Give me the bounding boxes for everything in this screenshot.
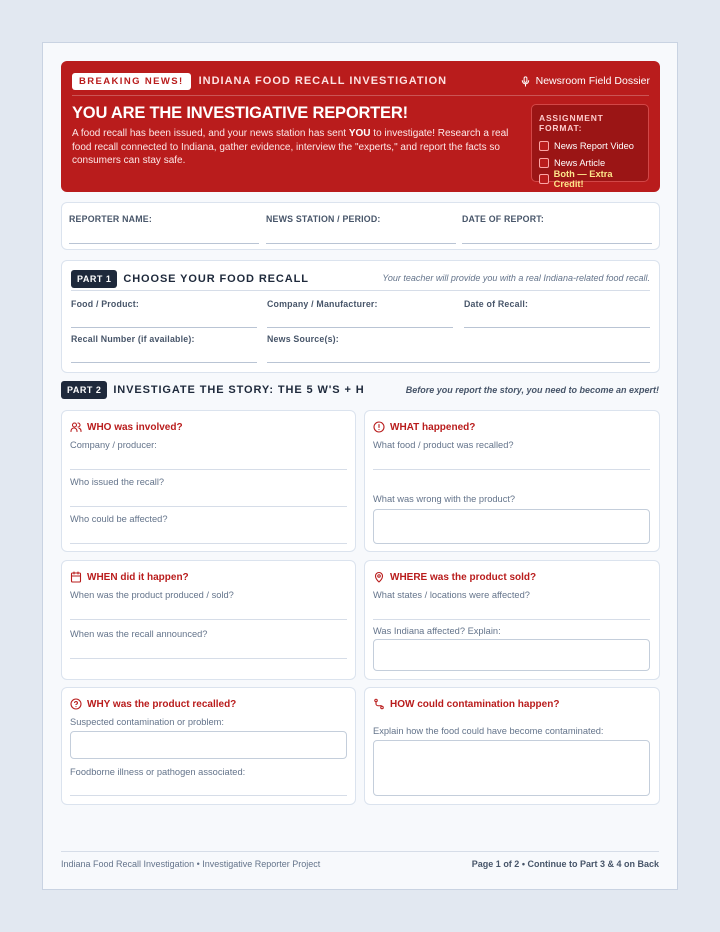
recall-number-label: Recall Number (if available):	[71, 334, 195, 344]
food-product-label: Food / Product:	[71, 299, 139, 309]
why-q1-answer-box[interactable]	[70, 731, 347, 759]
footer-page-indicator: Page 1 of 2 • Continue to Part 3 & 4 on Back	[471, 859, 659, 869]
why-q2-line[interactable]	[70, 795, 347, 796]
news-sources-line[interactable]	[267, 362, 650, 363]
what-q2-answer-box[interactable]	[373, 509, 650, 544]
checkbox[interactable]	[539, 174, 549, 184]
checkbox[interactable]	[539, 158, 549, 168]
how-title	[373, 698, 559, 710]
news-station-line[interactable]	[266, 243, 456, 244]
checkbox[interactable]	[539, 141, 549, 151]
when-q1-line[interactable]	[70, 619, 347, 620]
part1-note: Your teacher will provide you with a real Indiana-related food recall.	[382, 273, 650, 283]
hero-divider	[72, 95, 649, 96]
why-title	[70, 698, 236, 710]
hero-intro	[72, 127, 512, 168]
how-q1-answer-box[interactable]	[373, 740, 650, 796]
where-title-text: WHERE was the product sold?	[390, 571, 537, 583]
recall-date-line[interactable]	[464, 327, 650, 328]
part2-tag: PART 2	[61, 381, 107, 399]
users-icon	[70, 421, 82, 433]
food-product-line[interactable]	[71, 327, 257, 328]
format-option-video[interactable]	[539, 138, 641, 155]
part1-divider	[71, 290, 650, 291]
what-q2-label: What was wrong with the product?	[373, 494, 516, 504]
who-q2-line[interactable]	[70, 506, 347, 507]
format-option-label: News Report Video	[554, 141, 634, 152]
route-icon	[373, 698, 385, 710]
company-label: Company / Manufacturer:	[267, 299, 378, 309]
worksheet-page	[42, 42, 678, 890]
format-option-both[interactable]	[539, 171, 641, 188]
where-title	[373, 571, 536, 583]
calendar-icon	[70, 571, 82, 583]
who-q2-label: Who issued the recall?	[70, 477, 165, 487]
reporter-name-line[interactable]	[69, 243, 259, 244]
news-station-label: NEWS STATION / PERIOD:	[266, 214, 381, 224]
page-title: YOU ARE THE INVESTIGATIVE REPORTER!	[72, 104, 408, 122]
who-q3-label: Who could be affected?	[70, 514, 168, 524]
part1-card	[61, 260, 660, 373]
intro-text-before: A food recall has been issued, and your news station has sent	[72, 128, 349, 139]
intro-text-after: to investigate! Research a real food recall connected to Indiana, gather evidence, interview the "experts," and report the facts so consumers can stay safe.	[72, 128, 509, 166]
footer-project-title: Indiana Food Recall Investigation • Investigative Reporter Project	[61, 859, 321, 869]
recall-date-label: Date of Recall:	[464, 299, 529, 309]
why-card	[61, 687, 356, 805]
where-q1-line[interactable]	[373, 619, 650, 620]
assignment-format-box	[531, 104, 649, 190]
who-card	[61, 410, 356, 552]
part2-note: Before you report the story, you need to become an expert!	[405, 385, 659, 395]
part1-tag: PART 1	[71, 270, 117, 288]
hero-top-bar	[72, 71, 650, 91]
report-date-line[interactable]	[462, 243, 652, 244]
how-title-text: HOW could contamination happen?	[390, 698, 560, 710]
alert-circle-icon	[373, 421, 385, 433]
why-q2-label: Foodborne illness or pathogen associated:	[70, 767, 246, 777]
part2-title: INVESTIGATE THE STORY: THE 5 W'S + H	[113, 384, 365, 396]
who-q1-line[interactable]	[70, 469, 347, 470]
when-q2-line[interactable]	[70, 658, 347, 659]
dossier-text: Newsroom Field Dossier	[535, 75, 650, 87]
when-title	[70, 571, 189, 583]
dossier-label	[520, 75, 650, 87]
who-q3-line[interactable]	[70, 543, 347, 544]
hero-banner	[61, 61, 660, 192]
where-q1-label: What states / locations were affected?	[373, 590, 530, 600]
when-q1-label: When was the product produced / sold?	[70, 590, 234, 600]
breaking-news-badge: BREAKING NEWS!	[72, 73, 191, 90]
reporter-name-label: REPORTER NAME:	[69, 214, 152, 224]
assignment-format-title: ASSIGNMENT FORMAT:	[539, 113, 604, 133]
format-option-label: Both — Extra Credit!	[553, 169, 613, 190]
how-card	[364, 687, 660, 805]
part2-heading	[61, 381, 365, 399]
part1-title: CHOOSE YOUR FOOD RECALL	[123, 273, 309, 285]
where-q2-label: Was Indiana affected? Explain:	[373, 626, 501, 636]
map-pin-icon	[373, 571, 385, 583]
recall-number-line[interactable]	[71, 362, 257, 363]
when-q2-label: When was the recall announced?	[70, 629, 208, 639]
what-title	[373, 421, 475, 433]
footer-divider	[61, 851, 659, 852]
when-title-text: WHEN did it happen?	[87, 571, 189, 583]
where-q2-answer-box[interactable]	[373, 639, 650, 671]
intro-text-bold: YOU	[348, 128, 371, 139]
hero-kicker: INDIANA FOOD RECALL INVESTIGATION	[198, 75, 448, 87]
reporter-info-card	[61, 202, 660, 250]
why-title-text: WHY was the product recalled?	[87, 698, 237, 710]
format-option-label: News Article	[554, 157, 606, 168]
what-card	[364, 410, 660, 552]
company-line[interactable]	[267, 327, 453, 328]
who-q1-label: Company / producer:	[70, 440, 157, 450]
what-q1-line[interactable]	[373, 469, 650, 470]
when-card	[61, 560, 356, 680]
where-card	[364, 560, 660, 680]
how-q1-label: Explain how the food could have become contaminated:	[373, 726, 604, 736]
why-q1-label: Suspected contamination or problem:	[70, 717, 225, 727]
what-title-text: WHAT happened?	[390, 421, 476, 433]
news-sources-label: News Source(s):	[267, 334, 339, 344]
microphone-icon	[520, 76, 531, 87]
help-circle-icon	[70, 698, 82, 710]
part1-heading	[71, 270, 309, 288]
who-title	[70, 421, 183, 433]
who-title-text: WHO was involved?	[87, 421, 183, 433]
what-q1-label: What food / product was recalled?	[373, 440, 514, 450]
report-date-label: DATE OF REPORT:	[462, 214, 545, 224]
